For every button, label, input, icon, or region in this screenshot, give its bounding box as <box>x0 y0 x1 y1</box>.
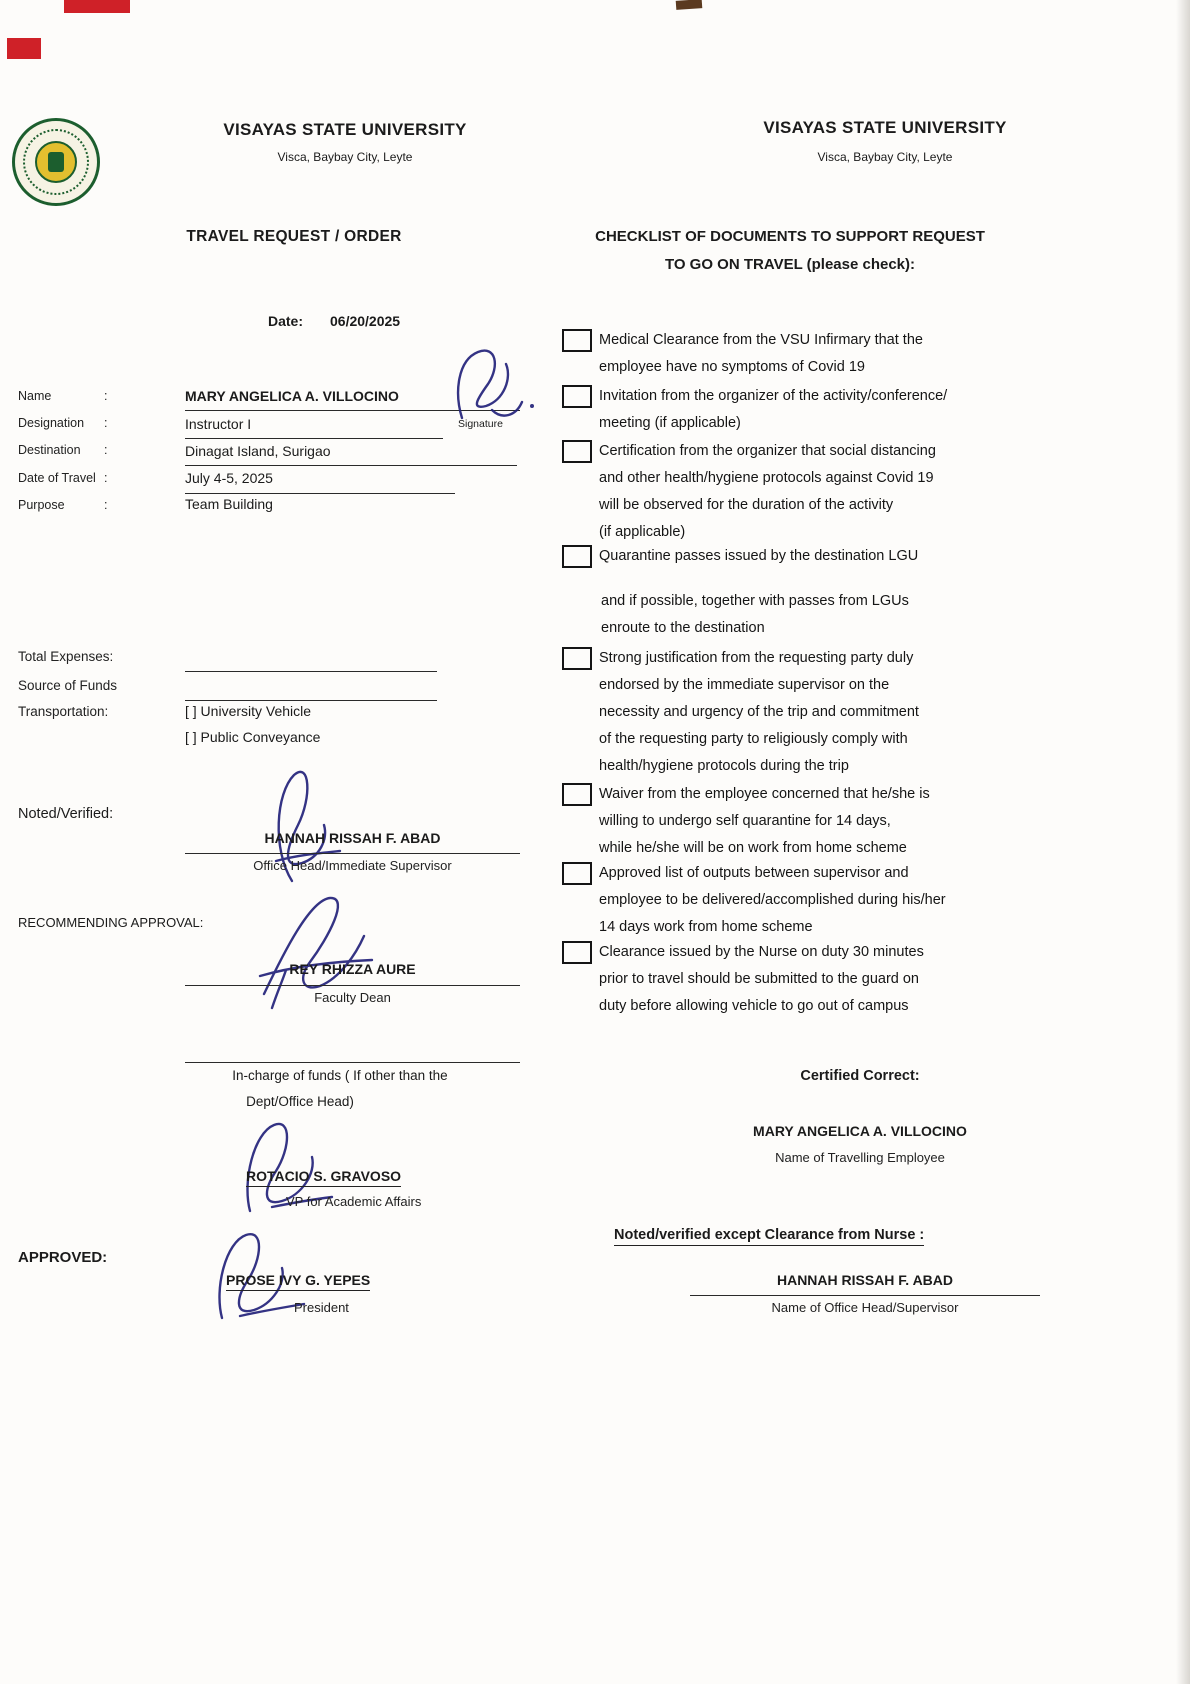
checklist-item-medical-clearance <box>562 327 1062 381</box>
checklist-item-approved-outputs <box>562 860 1062 941</box>
checklist-item-text: employee to be delivered/accomplished during his/her <box>599 892 946 908</box>
paper-edge-shadow <box>1176 0 1190 1684</box>
recommending-approval-label: RECOMMENDING APPROVAL: <box>18 915 204 930</box>
field-colon: : <box>104 471 108 485</box>
dean-title: Faculty Dean <box>314 990 391 1005</box>
checklist-item-text: employee have no symptoms of Covid 19 <box>599 359 865 375</box>
supervisor-name: HANNAH RISSAH F. ABAD <box>264 830 441 846</box>
travelling-employee-name: MARY ANGELICA A. VILLOCINO <box>753 1123 967 1139</box>
designation-line <box>185 438 443 439</box>
checklist-item-text: (if applicable) <box>599 524 686 540</box>
checklist-item-text: duty before allowing vehicle to go out of campus <box>599 998 909 1014</box>
checklist-item-certification <box>562 438 1062 546</box>
destination-line <box>185 465 517 466</box>
checkbox[interactable] <box>562 329 592 352</box>
right-university-name: VISAYAS STATE UNIVERSITY <box>763 118 1007 137</box>
checklist-note-text: enroute to the destination <box>601 620 765 636</box>
date-value: 06/20/2025 <box>330 313 401 329</box>
checkbox[interactable] <box>562 862 592 885</box>
field-label-name: Name <box>18 389 52 403</box>
checkbox[interactable] <box>562 783 592 806</box>
dean-name: REY RHIZZA AURE <box>289 961 416 977</box>
field-colon: : <box>104 416 108 430</box>
field-colon: : <box>104 498 108 512</box>
checklist-item-text: prior to travel should be submitted to the guard on <box>599 971 919 987</box>
field-value-designation: Instructor I <box>185 416 252 432</box>
transport-option-university-vehicle: [ ] University Vehicle <box>185 703 312 719</box>
vp-name-text: ROTACIO S. GRAVOSO <box>246 1168 401 1187</box>
checkbox[interactable] <box>562 545 592 568</box>
office-head-name: HANNAH RISSAH F. ABAD <box>776 1272 954 1288</box>
checklist-item-text: Clearance issued by the Nurse on duty 30 minutes <box>599 944 924 960</box>
source-of-funds-label: Source of Funds <box>18 678 118 693</box>
incharge-caption-1: In-charge of funds ( If other than the <box>232 1068 448 1083</box>
dean-line <box>185 985 520 986</box>
checklist-item-strong-justification <box>562 645 1062 780</box>
right-university-address: Visca, Baybay City, Leyte <box>817 150 953 164</box>
noted-verified-label: Noted/Verified: <box>18 806 114 822</box>
office-head-line <box>690 1295 1040 1296</box>
field-label-destination: Destination <box>18 443 81 457</box>
checklist-item-text: Strong justification from the requesting party duly <box>599 650 914 666</box>
checkbox[interactable] <box>562 647 592 670</box>
checkbox[interactable] <box>562 440 592 463</box>
field-value-date-of-travel: July 4-5, 2025 <box>185 470 273 486</box>
supervisor-line <box>185 853 520 854</box>
field-colon: : <box>104 443 108 457</box>
field-value-purpose: Team Building <box>185 496 273 512</box>
vsu-seal-logo <box>12 118 100 206</box>
date-of-travel-line <box>185 493 455 494</box>
field-value-name: MARY ANGELICA A. VILLOCINO <box>185 388 399 404</box>
checklist-item-text: will be observed for the duration of the activity <box>599 497 894 513</box>
checklist-note <box>601 588 909 642</box>
incharge-line <box>185 1062 520 1063</box>
red-mark-top <box>64 0 130 13</box>
checklist-item-nurse-clearance <box>562 939 1062 1020</box>
checkbox[interactable] <box>562 941 592 964</box>
checklist-item-text: necessity and urgency of the trip and commitment <box>599 704 919 720</box>
source-of-funds-line <box>185 700 437 701</box>
checklist-item-text: Certification from the organizer that social distancing <box>599 443 936 459</box>
supervisor-title: Office Head/Immediate Supervisor <box>253 858 452 873</box>
red-mark-left <box>7 38 41 59</box>
transport-option-public-conveyance: [ ] Public Conveyance <box>185 729 321 745</box>
total-expenses-label: Total Expenses: <box>18 649 114 664</box>
vp-title: VP for Academic Affairs <box>286 1194 422 1209</box>
field-label-date-of-travel: Date of Travel <box>18 471 96 485</box>
president-name-text: PROSE IVY G. YEPES <box>226 1272 370 1291</box>
incharge-caption-2: Dept/Office Head) <box>246 1094 354 1109</box>
certified-correct-label: Certified Correct: <box>800 1068 920 1084</box>
checklist-item-text: health/hygiene protocols during the trip <box>599 758 849 774</box>
checklist-item-text: Approved list of outputs between supervisor and <box>599 865 909 881</box>
checklist-item-text: Quarantine passes issued by the destination LGU <box>599 548 919 564</box>
checkbox[interactable] <box>562 385 592 408</box>
checklist-note-text: and if possible, together with passes from LGUs <box>601 593 909 609</box>
left-university-name: VISAYAS STATE UNIVERSITY <box>223 120 467 139</box>
checklist-title-line2: TO GO ON TRAVEL (please check): <box>664 256 916 273</box>
noted-except-text: Noted/verified except Clearance from Nurse : <box>614 1227 924 1246</box>
checklist-item-text: and other health/hygiene protocols against Covid 19 <box>599 470 934 486</box>
noted-except-label <box>614 1226 924 1246</box>
checklist-item-text: of the requesting party to religiously comply with <box>599 731 908 747</box>
vp-name <box>246 1168 401 1187</box>
total-expenses-line <box>185 671 437 672</box>
field-value-destination: Dinagat Island, Surigao <box>185 443 331 459</box>
checklist-item-text: Waiver from the employee concerned that he/she is <box>599 786 930 802</box>
checklist-item-text: Invitation from the organizer of the activity/conference/ <box>599 388 948 404</box>
approved-label: APPROVED: <box>18 1249 108 1266</box>
checklist-item-text: willing to undergo self quarantine for 14 days, <box>599 813 891 829</box>
date-label: Date: <box>268 313 304 329</box>
checklist-item-text: 14 days work from home scheme <box>599 919 813 935</box>
checklist-item-text: while he/she will be on work from home scheme <box>599 840 907 856</box>
form-title: TRAVEL REQUEST / ORDER <box>186 228 402 245</box>
checklist-item-text: meeting (if applicable) <box>599 415 741 431</box>
field-label-purpose: Purpose <box>18 498 65 512</box>
travelling-employee-title: Name of Travelling Employee <box>775 1150 945 1165</box>
checklist-item-quarantine-passes <box>562 543 1062 570</box>
left-university-address: Visca, Baybay City, Leyte <box>277 150 413 164</box>
field-label-designation: Designation <box>18 416 85 430</box>
president-title: President <box>294 1300 349 1315</box>
signature-caption: Signature <box>458 418 503 430</box>
office-head-title: Name of Office Head/Supervisor <box>771 1300 959 1315</box>
checklist-title-line1: CHECKLIST OF DOCUMENTS TO SUPPORT REQUEST <box>595 228 985 245</box>
field-colon: : <box>104 389 108 403</box>
president-name <box>226 1272 370 1291</box>
transportation-label: Transportation: <box>18 704 109 719</box>
checklist-item-waiver <box>562 781 1062 862</box>
corner-mark <box>676 0 703 10</box>
checklist-item-text: endorsed by the immediate supervisor on the <box>599 677 890 693</box>
checklist-item-invitation <box>562 383 1062 437</box>
checklist-item-text: Medical Clearance from the VSU Infirmary that the <box>599 332 923 348</box>
